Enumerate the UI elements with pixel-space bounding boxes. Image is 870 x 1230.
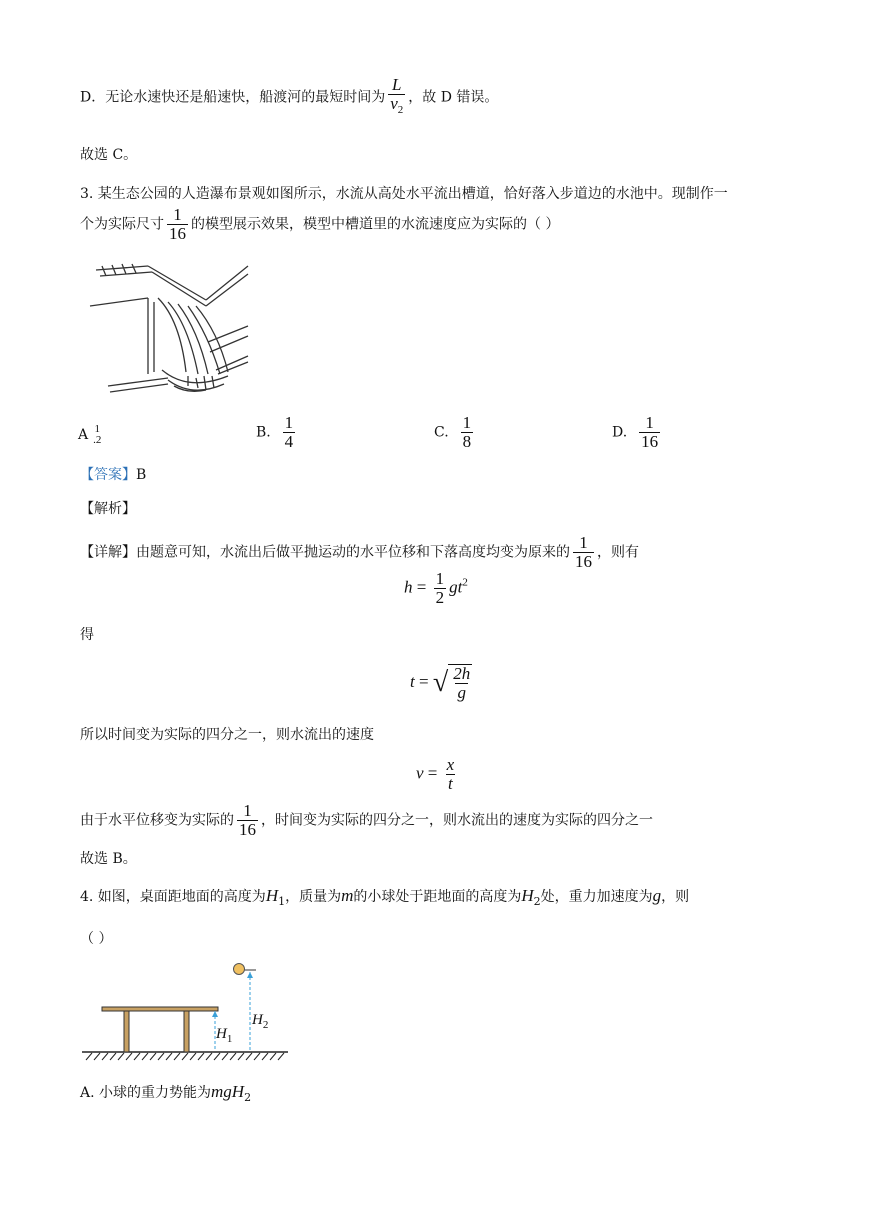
eq-sign: =: [418, 671, 429, 691]
label-sub: 1: [226, 1033, 233, 1045]
denominator: [388, 94, 405, 119]
numerator: 1: [173, 205, 182, 224]
math: mgH: [211, 1082, 245, 1101]
label-text: H: [252, 1012, 263, 1028]
numerator: 1: [284, 413, 294, 432]
den-text: 2: [95, 434, 102, 446]
text: 个为实际尺寸: [80, 216, 164, 233]
fraction: [237, 802, 258, 839]
answer-value: B: [136, 467, 147, 483]
numerator: 1: [94, 423, 100, 435]
fraction: [283, 414, 296, 451]
radical-icon: √: [432, 667, 449, 698]
option-label: C.: [434, 424, 449, 441]
numerator: 2h: [453, 664, 471, 683]
denominator: 16: [575, 552, 592, 571]
q3-line2: [80, 206, 559, 243]
text-tail: ，故 D 错误。: [408, 89, 499, 106]
eq-sign: =: [427, 763, 438, 783]
denominator: 2: [435, 588, 445, 607]
fraction: [167, 206, 188, 243]
fraction: [445, 756, 457, 793]
option-d-line: [80, 76, 498, 119]
numerator: 1: [435, 569, 445, 588]
den-sub: 2: [397, 104, 404, 116]
text: 的模型展示效果，模型中槽道里的水流速度应为实际的（ ）: [191, 216, 560, 233]
q4-line2: （ ）: [80, 931, 113, 947]
detail-tag: 【详解】: [80, 544, 136, 561]
var-g: g: [652, 886, 662, 905]
numerator: 1: [243, 801, 252, 820]
denominator: .2: [93, 434, 102, 446]
sub: 1: [278, 895, 286, 908]
text: 的小球处于距地面的高度为: [353, 889, 522, 905]
table-ball-figure: [80, 958, 292, 1062]
q4-option-a: [80, 1082, 251, 1104]
text: ，则: [661, 889, 690, 905]
last-line: [80, 802, 653, 839]
fraction: [451, 665, 472, 702]
option-d: [612, 414, 663, 451]
option-c: [434, 414, 476, 451]
eq-lhs: h: [404, 577, 413, 597]
label-h1: [216, 1026, 232, 1045]
denominator: 16: [641, 432, 659, 451]
numerator: L: [392, 75, 402, 94]
denominator: 8: [462, 432, 472, 451]
sub: 2: [533, 895, 541, 908]
eq-lhs: t: [410, 671, 415, 691]
eq-rhs: gt: [449, 577, 463, 597]
waterfall-figure: [88, 262, 253, 404]
denominator: 16: [169, 224, 186, 243]
equation-h: [404, 570, 468, 607]
radicand: [448, 664, 472, 702]
text: 由于水平位移变为实际的: [80, 812, 234, 829]
eq-lhs: v: [416, 763, 424, 783]
denominator: 4: [284, 432, 294, 451]
option-label: B.: [256, 424, 271, 441]
label-h2: [252, 1012, 268, 1031]
text: ，则有: [597, 544, 639, 561]
de-line: 得: [80, 627, 94, 643]
fraction: [434, 570, 447, 607]
text: ，时间变为实际的四分之一，则水流出的速度为实际的四分之一: [261, 812, 653, 829]
choose-line-2: 故选 B。: [80, 851, 137, 867]
denominator: 16: [239, 820, 256, 839]
fraction: [573, 534, 594, 571]
var-m: m: [341, 886, 354, 905]
numerator: x: [446, 755, 455, 774]
den-var: v: [390, 94, 398, 113]
denominator: g: [457, 683, 466, 702]
q4-line1: [80, 886, 689, 908]
text: 4. 如图，桌面距地面的高度为: [80, 889, 266, 905]
denominator: t: [448, 774, 453, 793]
var-H2: H: [521, 886, 534, 905]
text: D．无论水速快还是船速快，船渡河的最短时间为: [80, 89, 386, 106]
equation-t: [410, 664, 472, 702]
option-label: D.: [612, 424, 628, 441]
sqrt: [433, 664, 472, 702]
numerator: 1: [645, 413, 654, 432]
option-a: [78, 424, 106, 446]
eq-sup: 2: [462, 576, 468, 589]
detail-line: [80, 534, 639, 571]
option-b: [256, 414, 298, 451]
q3-line1: 3. 某生态公园的人造瀑布景观如图所示，水流从高处水平流出槽道，恰好落入步道边的水池中。现制作一: [80, 186, 728, 202]
label-text: H: [216, 1026, 227, 1042]
numerator: 1: [462, 413, 472, 432]
eq-sign: =: [416, 577, 427, 597]
var-H1: H: [265, 886, 279, 905]
equation-v: [416, 756, 459, 793]
time-line: 所以时间变为实际的四分之一，则水流出的速度: [80, 727, 374, 743]
answer-line: [80, 464, 146, 484]
text: 处，重力加速度为: [540, 889, 653, 905]
text: 由题意可知，水流出后做平抛运动的水平位移和下落高度均变为原来的: [136, 544, 570, 561]
table-ball-drawing: [80, 958, 292, 1062]
fraction: [388, 76, 405, 119]
fraction: [91, 424, 103, 446]
option-label: A: [78, 427, 89, 443]
sub: 2: [244, 1091, 252, 1104]
analysis-tag: 【解析】: [80, 501, 136, 517]
answer-tag: 【答案】: [80, 467, 136, 483]
choose-line-1: 故选 C。: [80, 147, 138, 163]
label-sub: 2: [262, 1019, 269, 1031]
fraction: [639, 414, 660, 451]
text: ，质量为: [285, 889, 342, 905]
text: A. 小球的重力势能为: [80, 1085, 212, 1101]
numerator: 1: [579, 533, 588, 552]
fraction: [461, 414, 474, 451]
